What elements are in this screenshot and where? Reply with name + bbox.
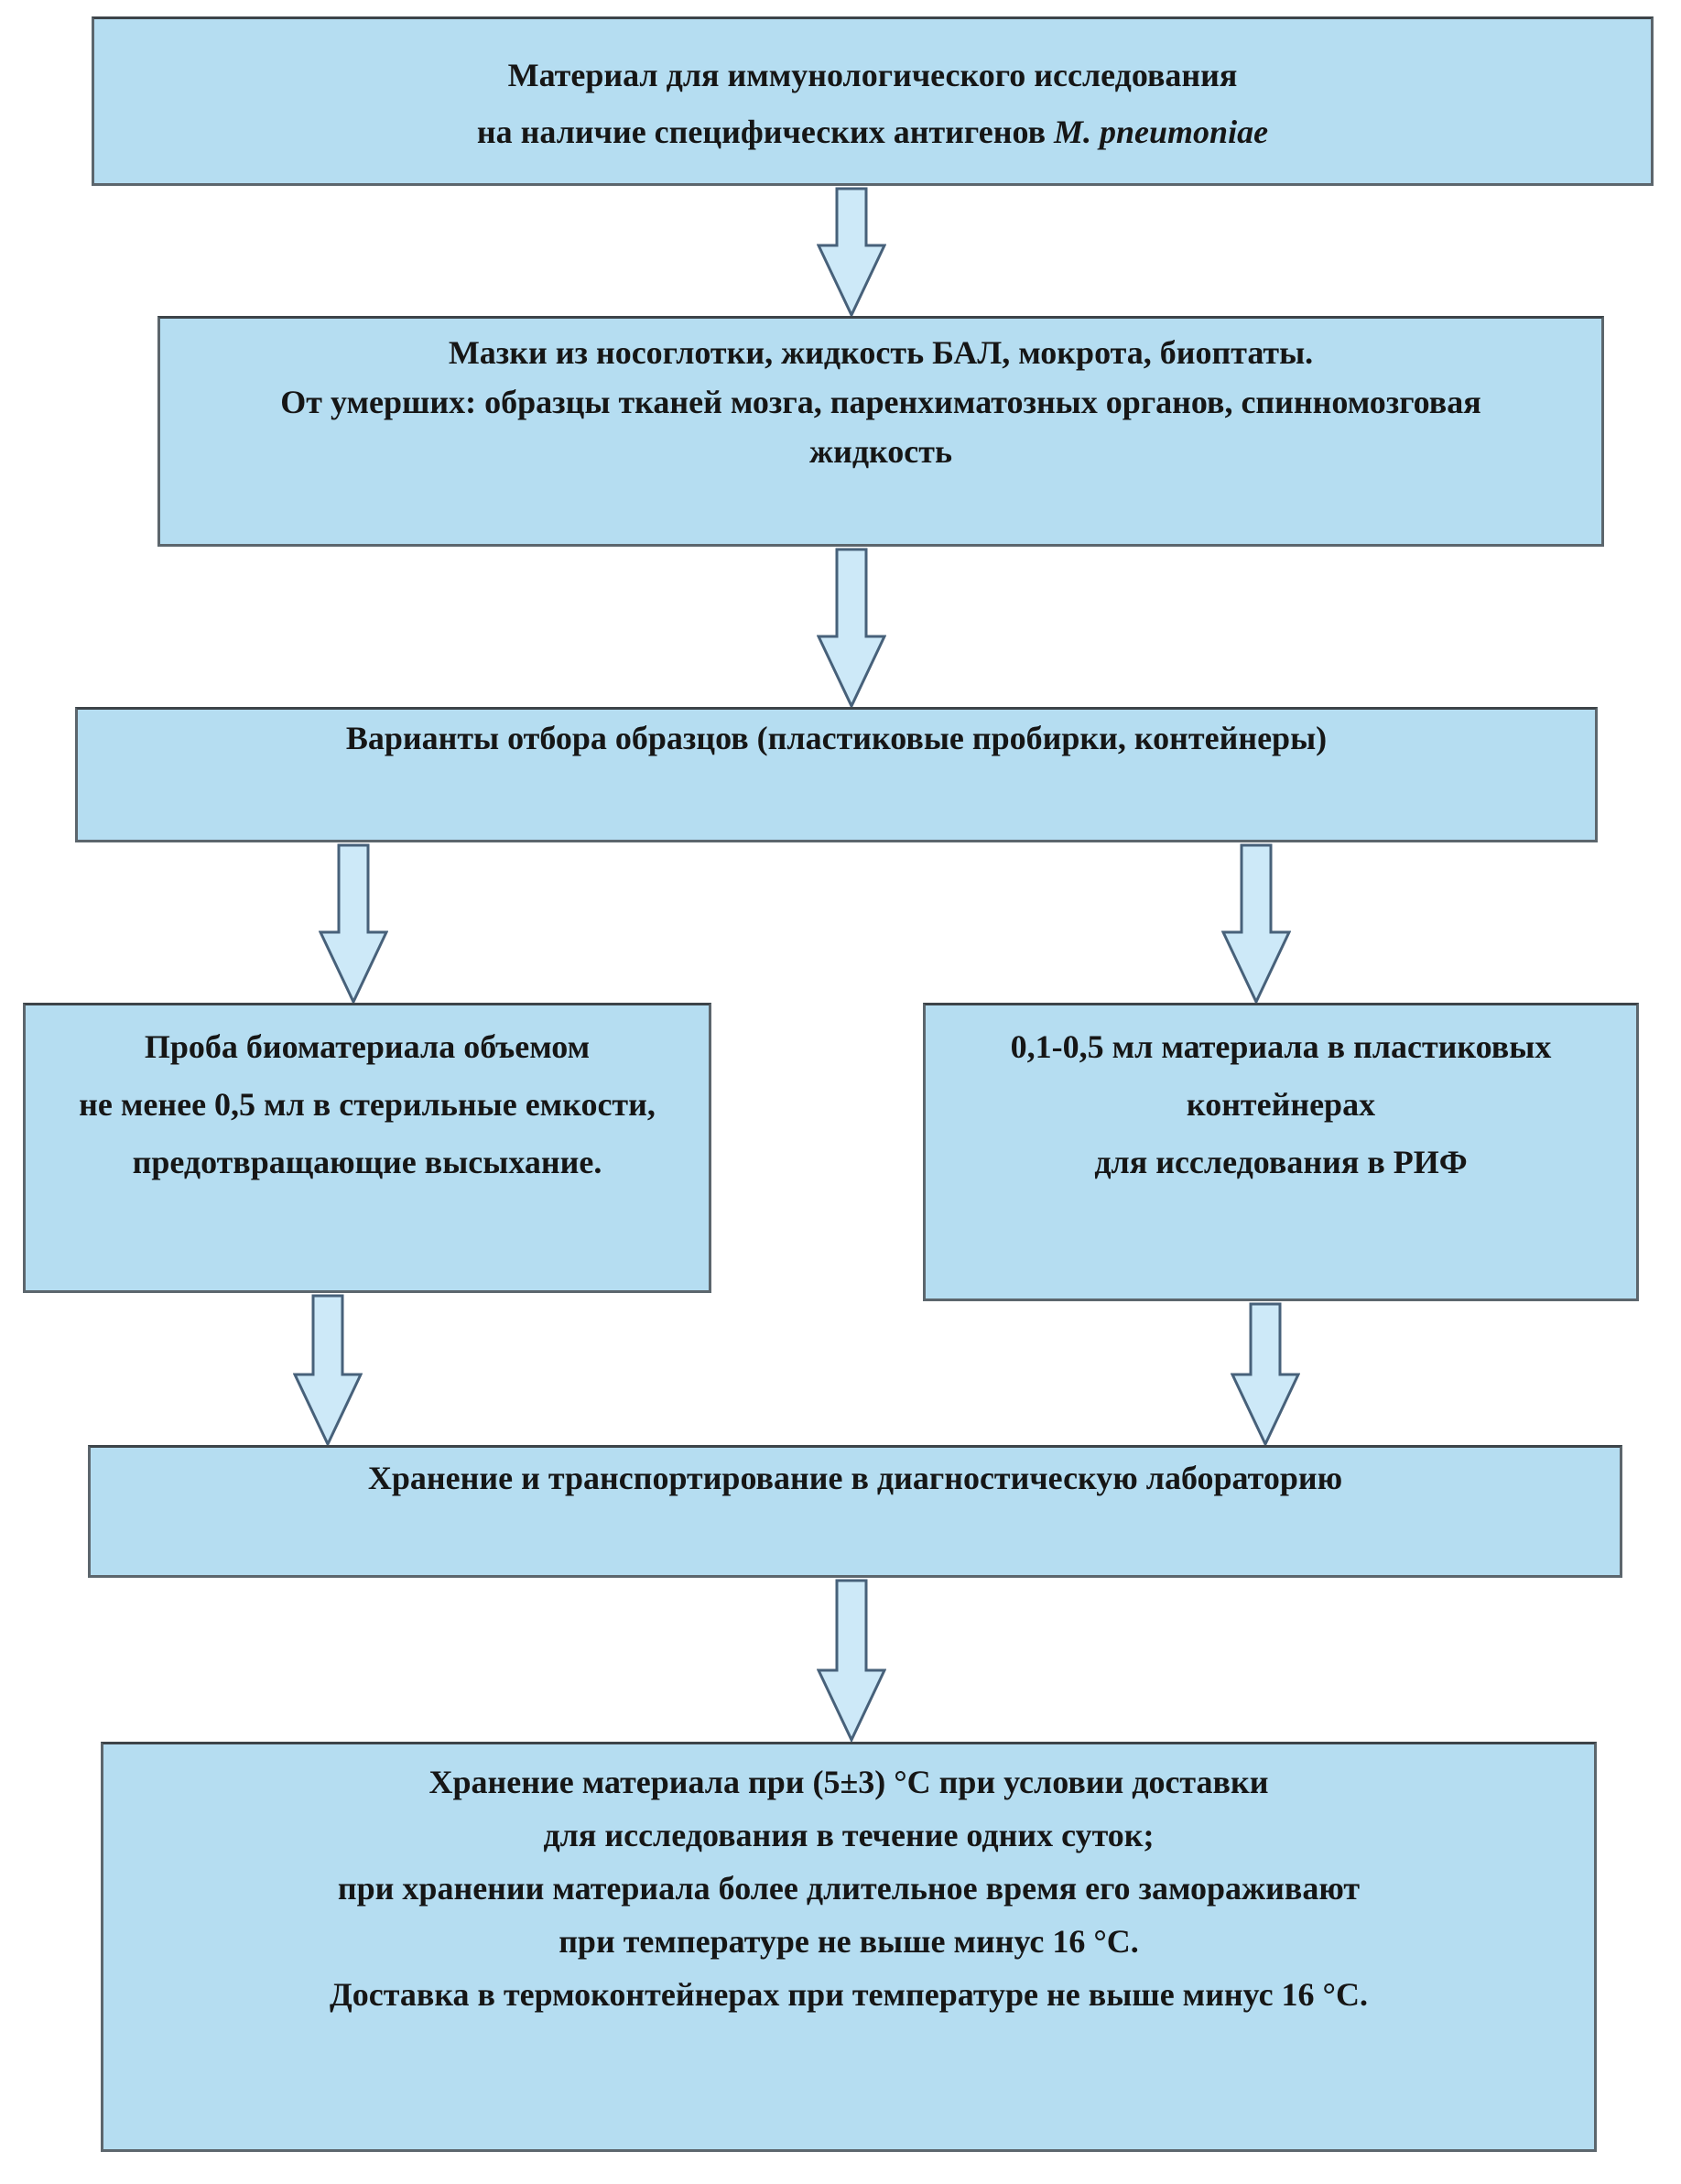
text-line: Мазки из носоглотки, жидкость БАЛ, мокрота, биоптаты.: [448, 334, 1314, 371]
down-arrow-icon: [293, 1294, 363, 1446]
text-line: для исследования в РИФ: [1094, 1144, 1468, 1180]
down-arrow-icon: [817, 1579, 886, 1742]
node-rif-container: [923, 1003, 1639, 1301]
text-line: при температуре не выше минус 16 °С.: [559, 1923, 1139, 1960]
text-line: Хранение и транспортирование в диагностическую лабораторию: [367, 1460, 1343, 1496]
text-line: не менее 0,5 мл в стерильные емкости,: [79, 1086, 656, 1123]
down-arrow-icon: [319, 843, 388, 1004]
node-sterile-container: [23, 1003, 711, 1293]
text-line: предотвращающие высыхание.: [132, 1144, 602, 1180]
text-line: для исследования в течение одних суток;: [543, 1817, 1155, 1853]
down-arrow-icon: [817, 187, 886, 317]
text-line: жидкость: [808, 433, 953, 470]
title-line2-prefix: на наличие специфических антигенов: [476, 114, 1055, 150]
text-line: Проба биоматериала объемом: [144, 1028, 591, 1065]
text-line: Материал для иммунологического исследования: [507, 57, 1238, 93]
text-line: От умерших: образцы тканей мозга, паренхиматозных органов, спинномозговая: [280, 384, 1481, 420]
node-storage-conditions: [101, 1742, 1597, 2152]
node-specimens: [157, 316, 1604, 547]
text-line: Варианты отбора образцов (пластиковые пробирки, контейнеры): [345, 720, 1328, 756]
text-line: Доставка в термоконтейнерах при температуре не выше минус 16 °С.: [330, 1976, 1368, 2013]
text-line: [94, 103, 1651, 160]
node-title: [92, 16, 1654, 186]
text-line: при хранении материала более длительное время его замораживают: [337, 1870, 1361, 1907]
species-name: M. pneumoniae: [1054, 114, 1269, 150]
down-arrow-icon: [817, 548, 886, 708]
down-arrow-icon: [1221, 843, 1291, 1004]
text-line: Хранение материала при (5±3) °С при условии доставки: [428, 1764, 1269, 1800]
node-storage-transport: [88, 1445, 1622, 1578]
down-arrow-icon: [1231, 1302, 1300, 1446]
text-line: контейнерах: [1186, 1086, 1376, 1123]
text-line: 0,1-0,5 мл материала в пластиковых: [1010, 1028, 1552, 1065]
node-sampling-options: [75, 707, 1598, 842]
